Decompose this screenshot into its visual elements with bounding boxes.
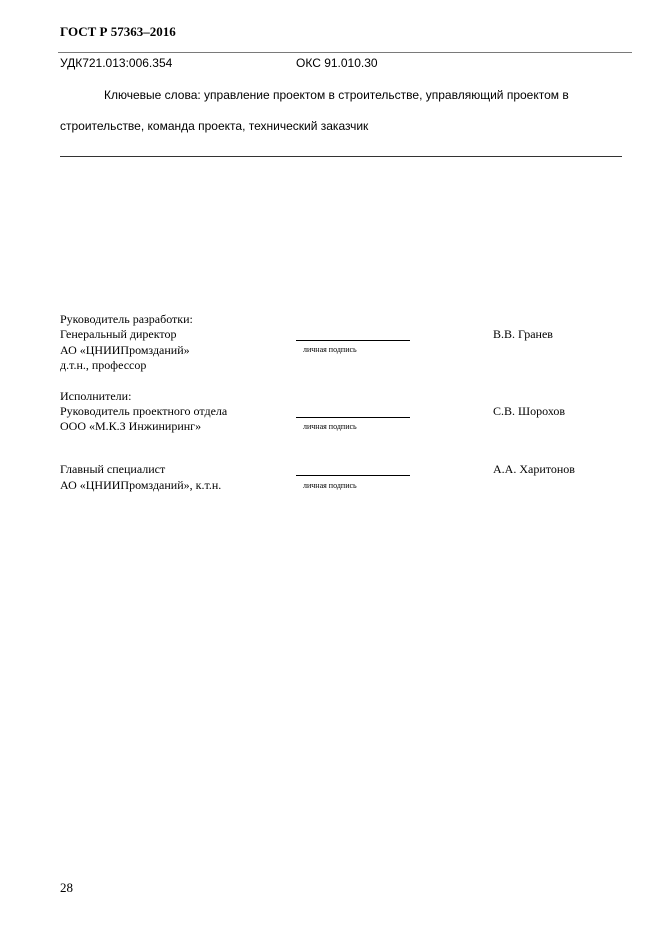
keywords-line-2: строительстве, команда проекта, технический заказчик [60, 119, 369, 133]
keywords-line-1: Ключевые слова: управление проектом в строительстве, управляющий проектом в [104, 88, 569, 102]
specialist-organization: АО «ЦНИИПромзданий», к.т.н. [60, 478, 222, 492]
lead-position: Генеральный директор [60, 327, 177, 341]
specialist-signature-caption: личная подпись [303, 481, 357, 490]
lead-signature-line [296, 340, 410, 341]
lead-signature-caption: личная подпись [303, 345, 357, 354]
lead-organization: АО «ЦНИИПромзданий» [60, 343, 190, 357]
page-number: 28 [60, 880, 73, 895]
lead-role-heading: Руководитель разработки: [60, 312, 193, 326]
specialist-name: А.А. Харитонов [493, 462, 575, 476]
separator-line [60, 156, 622, 157]
lead-name: В.В. Гранев [493, 327, 553, 341]
header-rule [58, 52, 632, 53]
document-header-title: ГОСТ Р 57363–2016 [60, 24, 176, 39]
executor-position: Руководитель проектного отдела [60, 404, 228, 418]
executor-signature-caption: личная подпись [303, 422, 357, 431]
specialist-signature-line [296, 475, 410, 476]
executor-name: С.В. Шорохов [493, 404, 566, 418]
specialist-position: Главный специалист [60, 462, 166, 476]
executor-organization: ООО «М.К.З Инжиниринг» [60, 419, 202, 433]
oks-code: ОКС 91.010.30 [296, 56, 378, 70]
executors-role-heading: Исполнители: [60, 389, 132, 403]
executor-signature-line [296, 417, 410, 418]
udc-code: УДК721.013:006.354 [60, 56, 173, 70]
lead-degree: д.т.н., профессор [60, 358, 147, 372]
